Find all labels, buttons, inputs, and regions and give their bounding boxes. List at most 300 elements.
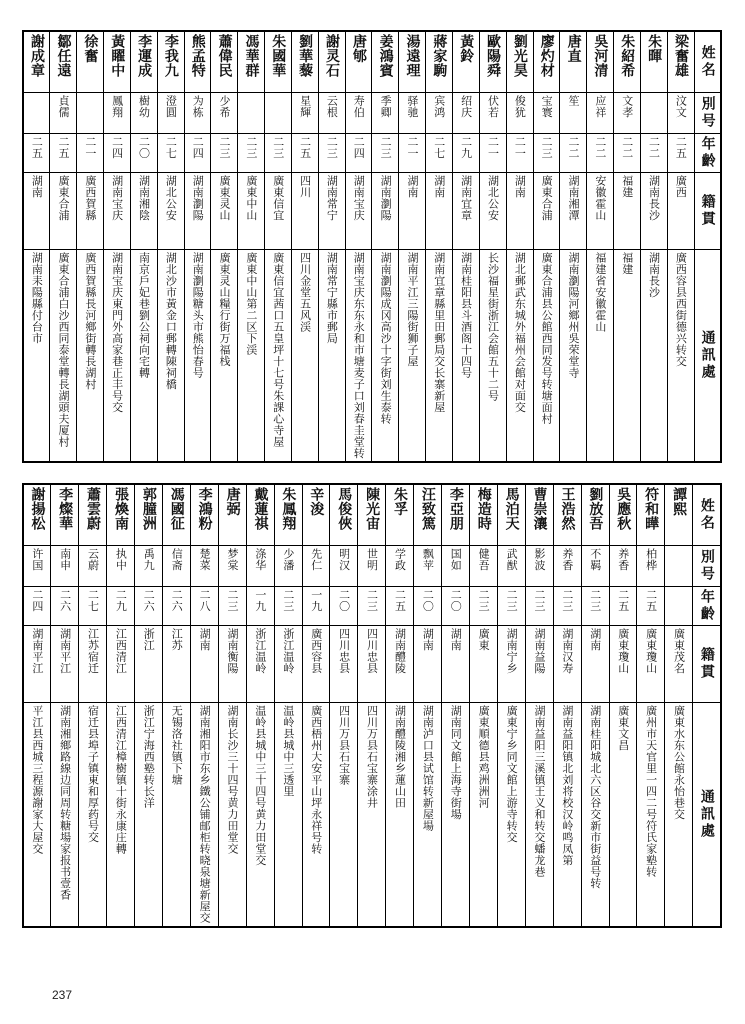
cell-native: [184, 173, 211, 250]
cell-address: [609, 703, 637, 927]
entry-alias: 宝寰: [540, 95, 554, 118]
cell-address: [190, 703, 218, 927]
entry-alias: 鳳翔: [110, 95, 124, 118]
entry-alias: 信斋: [170, 548, 184, 571]
row-header-label: 別号: [698, 549, 715, 583]
entry-alias: 樹幼: [137, 95, 151, 118]
entry-address: 湖南桂阳城北六区谷交新市街益号转: [588, 705, 602, 889]
entry-alias: 不羁: [588, 548, 602, 571]
entry-native: 湖南汉寿: [560, 628, 574, 674]
cell-address: [637, 703, 665, 927]
entry-name: 歐陽舜: [485, 34, 502, 78]
cell-name: [107, 484, 135, 546]
entry-native: 廣東合浦: [540, 175, 554, 221]
entry-alias: 飘苹: [421, 548, 435, 571]
entry-age: 二四: [110, 136, 124, 159]
entry-name: 謝灵石: [323, 34, 340, 78]
cell-alias: [291, 93, 318, 134]
entry-alias: 武猷: [505, 548, 519, 571]
entry-native: 湖南: [449, 628, 463, 651]
cell-alias: [130, 93, 157, 134]
entry-native: 四川忠县: [365, 628, 379, 674]
entry-age: 二三: [588, 589, 602, 612]
table2-alias-row: [23, 546, 721, 587]
cell-alias: [665, 546, 693, 587]
cell-alias: [525, 546, 553, 587]
cell-alias: [453, 93, 480, 134]
entry-alias: 俊犹: [513, 95, 527, 118]
cell-age: [399, 134, 426, 173]
cell-name: [238, 31, 265, 93]
cell-name: [497, 484, 525, 546]
roster-table-2: [22, 483, 722, 928]
cell-name: [399, 31, 426, 93]
entry-address: 无锡洛社镇下塘: [170, 705, 184, 786]
cell-address: [157, 250, 184, 463]
cell-native: [23, 626, 51, 703]
entry-native: 江西清江: [114, 628, 128, 674]
entry-address: 廣東合浦白沙西同泰堂轉長湖頭夫厦村: [56, 252, 70, 448]
cell-age: [238, 134, 265, 173]
entry-native: 湖南瀏陽: [379, 175, 393, 221]
cell-age: [274, 587, 302, 626]
cell-address: [23, 250, 50, 463]
entry-name: 戴蓮祺: [252, 487, 269, 531]
cell-age: [506, 134, 533, 173]
cell-alias: [23, 93, 50, 134]
entry-name: 劉華藜: [297, 34, 314, 78]
entry-name: 馮華群: [243, 34, 260, 78]
cell-alias: [274, 546, 302, 587]
entry-address: 四川万县石宝寨: [337, 705, 351, 786]
cell-name: [506, 31, 533, 93]
entry-address: 廣州市天官里一四二号符氏家塾转: [644, 705, 658, 878]
cell-age: [637, 587, 665, 626]
entry-age: 二九: [114, 589, 128, 612]
cell-age: [163, 587, 191, 626]
cell-age: [23, 134, 50, 173]
entry-age: 二三: [271, 136, 285, 159]
cell-age: [372, 134, 399, 173]
entry-age: 二六: [170, 589, 184, 612]
entry-name: 李燦華: [57, 487, 74, 531]
cell-native: [107, 626, 135, 703]
cell-age: [211, 134, 238, 173]
cell-age: [318, 134, 345, 173]
cell-alias: [104, 93, 131, 134]
entry-native: 湖南: [513, 175, 527, 198]
entry-alias: 国如: [449, 548, 463, 571]
entry-age: 二六: [142, 589, 156, 612]
cell-name: [23, 484, 51, 546]
cell-alias: [497, 546, 525, 587]
cell-alias: [479, 93, 506, 134]
entry-name: 吳河清: [592, 34, 609, 78]
cell-name: [79, 484, 107, 546]
cell-name: [302, 484, 330, 546]
cell-native: [587, 173, 614, 250]
entry-native: 廣東瓊山: [616, 628, 630, 674]
cell-age: [107, 587, 135, 626]
entry-alias: 执中: [114, 548, 128, 571]
entry-address: 宿迁县埠子镇東和厚药号交: [86, 705, 100, 843]
entry-alias: 世明: [365, 548, 379, 571]
cell-address: [51, 703, 79, 927]
cell-native: [211, 173, 238, 250]
entry-address: 平江县西城三程源謝家大屋交: [30, 705, 44, 855]
cell-alias: [560, 93, 587, 134]
cell-address: [265, 250, 292, 463]
cell-alias: [609, 546, 637, 587]
entry-address: 湖南宝庆東門外高家巷正丰号交: [110, 252, 124, 413]
entry-native: 廣東中山: [244, 175, 258, 221]
entry-native: 湖南長沙: [647, 175, 661, 221]
cell-address: [135, 703, 163, 927]
cell-name: [637, 484, 665, 546]
entry-native: 廣東合浦: [56, 175, 70, 221]
entry-native: 廣西賀縣: [83, 175, 97, 221]
cell-alias: [372, 93, 399, 134]
entry-address: 湖南长沙三十四号黄力田堂交: [226, 705, 240, 855]
cell-name: [479, 31, 506, 93]
entry-address: 浙江宁海西塾转长洋: [142, 705, 156, 809]
cell-alias: [386, 546, 414, 587]
cell-address: [372, 250, 399, 463]
cell-age: [246, 587, 274, 626]
entry-alias: 许国: [30, 548, 44, 571]
cell-address: [553, 703, 581, 927]
row-header-label: 通訊處: [699, 330, 716, 381]
cell-native: [318, 173, 345, 250]
cell-address: [130, 250, 157, 463]
entry-native: 湖南: [588, 628, 602, 651]
entry-name: 符和曄: [643, 487, 660, 531]
table1-address-row: [23, 250, 721, 463]
entry-native: 江苏宿迁: [86, 628, 100, 674]
entry-alias: 笙: [567, 95, 581, 107]
cell-name: [184, 31, 211, 93]
row-header-label: 姓名: [699, 45, 716, 79]
entry-alias: 南申: [58, 548, 72, 571]
entry-address: 湖南瀏陽河鄉州吳荣堂寺: [567, 252, 581, 379]
table1-native-row: [23, 173, 721, 250]
entry-native: 安徽霍山: [593, 175, 607, 221]
cell-name: [665, 484, 693, 546]
cell-age: [665, 587, 693, 626]
cell-native: [274, 626, 302, 703]
entry-name: 唐直: [565, 34, 582, 63]
entry-alias: 先仁: [309, 548, 323, 571]
entry-name: 廖灼材: [538, 34, 555, 78]
entry-age: 二三: [560, 589, 574, 612]
entry-age: 一九: [309, 589, 323, 612]
row-header-address: [693, 703, 721, 927]
cell-age: [330, 587, 358, 626]
entry-address: 廣東灵山糧行街万福栈: [218, 252, 232, 367]
entry-name: 朱暉: [646, 34, 663, 63]
entry-alias: 明汉: [337, 548, 351, 571]
entry-name: 鄒任遠: [55, 34, 72, 78]
entry-name: 蕭雲蔚: [85, 487, 102, 531]
cell-age: [157, 134, 184, 173]
entry-name: 唐郇: [350, 34, 367, 63]
cell-name: [50, 31, 77, 93]
entry-alias: 伏若: [486, 95, 500, 118]
cell-native: [50, 173, 77, 250]
cell-address: [581, 703, 609, 927]
cell-alias: [77, 93, 104, 134]
cell-native: [640, 173, 667, 250]
cell-address: [533, 250, 560, 463]
cell-age: [218, 587, 246, 626]
entry-alias: 云蔚: [86, 548, 100, 571]
cell-name: [414, 484, 442, 546]
row-header-address: [694, 250, 721, 463]
entry-native: 浙江温岭: [281, 628, 295, 674]
cell-age: [50, 134, 77, 173]
cell-age: [581, 587, 609, 626]
entry-name: 湯遠理: [404, 34, 421, 78]
entry-address: 江西清江樟樹镇十街永康庄轉: [114, 705, 128, 855]
entry-age: 二七: [164, 136, 178, 159]
entry-age: 二五: [644, 589, 658, 612]
cell-address: [479, 250, 506, 463]
entry-address: 长沙福星街浙江会館五十二号: [486, 252, 500, 402]
row-header-label: 姓名: [698, 498, 715, 532]
cell-native: [23, 173, 50, 250]
entry-address: 廣西賀縣長河鄉街轉長湖村: [83, 252, 97, 390]
entry-address: 湖南泸口县试馆转新屋場: [421, 705, 435, 832]
entry-alias: 养香: [560, 548, 574, 571]
entry-age: 二二: [647, 136, 661, 159]
cell-native: [345, 173, 372, 250]
entry-name: 張煥南: [112, 487, 129, 531]
cell-name: [560, 31, 587, 93]
entry-age: 二一: [486, 136, 500, 159]
entry-address: 廣東文昌: [616, 705, 630, 751]
cell-native: [291, 173, 318, 250]
cell-native: [330, 626, 358, 703]
entry-address: 福建省安徽霍山: [593, 252, 607, 333]
cell-address: [291, 250, 318, 463]
cell-native: [414, 626, 442, 703]
cell-alias: [163, 546, 191, 587]
cell-name: [246, 484, 274, 546]
cell-native: [506, 173, 533, 250]
cell-age: [640, 134, 667, 173]
cell-address: [23, 703, 51, 927]
entry-alias: 少希: [218, 95, 232, 118]
roster-table-1: [22, 30, 722, 463]
entry-name: 劉放吾: [587, 487, 604, 531]
row-header-name: [694, 31, 721, 93]
table2-name-row: [23, 484, 721, 546]
entry-name: 朱國華: [270, 34, 287, 78]
entry-alias: 健吾: [477, 548, 491, 571]
entry-address: 廣東水东公館永怡巷交: [672, 705, 686, 820]
cell-alias: [135, 546, 163, 587]
cell-alias: [667, 93, 694, 134]
cell-native: [533, 173, 560, 250]
cell-name: [587, 31, 614, 93]
cell-alias: [157, 93, 184, 134]
cell-alias: [211, 93, 238, 134]
entry-name: 馬泊天: [503, 487, 520, 531]
entry-name: 梅造時: [475, 487, 492, 531]
cell-age: [414, 587, 442, 626]
cell-name: [614, 31, 641, 93]
entry-name: 謝揚松: [29, 487, 46, 531]
entry-address: 廣西梧州大安平山坪永祥号转: [309, 705, 323, 855]
entry-address: 廣東順德县鸡洲洲河: [477, 705, 491, 809]
row-header-age: [694, 134, 721, 173]
entry-native: 湖南: [198, 628, 212, 651]
cell-age: [291, 134, 318, 173]
cell-address: [184, 250, 211, 463]
cell-age: [302, 587, 330, 626]
cell-age: [104, 134, 131, 173]
cell-native: [302, 626, 330, 703]
cell-name: [345, 31, 372, 93]
entry-name: 曹崇瀼: [531, 487, 548, 531]
cell-age: [497, 587, 525, 626]
cell-name: [163, 484, 191, 546]
cell-address: [442, 703, 470, 927]
entry-address: 廣西容县西街德兴转交: [674, 252, 688, 367]
cell-name: [372, 31, 399, 93]
entry-native: 湖南平江: [58, 628, 72, 674]
cell-native: [470, 626, 498, 703]
entry-name: 譚熙: [671, 487, 688, 516]
entry-alias: 应祥: [593, 95, 607, 118]
entry-native: 湖南醴陵: [393, 628, 407, 674]
entry-alias: 梦棠: [226, 548, 240, 571]
entry-native: 浙江: [142, 628, 156, 651]
entry-age: 二八: [198, 589, 212, 612]
cell-age: [453, 134, 480, 173]
entry-name: 劉光昊: [511, 34, 528, 78]
cell-native: [525, 626, 553, 703]
cell-native: [190, 626, 218, 703]
cell-address: [163, 703, 191, 927]
entry-name: 陳光宙: [364, 487, 381, 531]
entry-alias: 貞儒: [56, 95, 70, 118]
entry-native: 湖南宝庆: [110, 175, 124, 221]
entry-address: 湖南同文館上海寺街場: [449, 705, 463, 820]
cell-native: [497, 626, 525, 703]
cell-alias: [587, 93, 614, 134]
cell-address: [77, 250, 104, 463]
entry-name: 李運成: [136, 34, 153, 78]
entry-address: 廣東中山第二区下渓: [244, 252, 258, 356]
entry-age: 二七: [432, 136, 446, 159]
entry-name: 熊孟特: [189, 34, 206, 78]
entry-age: 二一: [83, 136, 97, 159]
entry-name: 黃矅中: [109, 34, 126, 78]
entry-address: 湖南桂阳县斗酒阁十四号: [459, 252, 473, 379]
cell-age: [587, 134, 614, 173]
cell-name: [609, 484, 637, 546]
entry-name: 蕭偉民: [216, 34, 233, 78]
cell-age: [265, 134, 292, 173]
entry-name: 汪致篤: [419, 487, 436, 531]
entry-age: 二三: [477, 589, 491, 612]
cell-alias: [640, 93, 667, 134]
entry-native: 浙江温岭: [253, 628, 267, 674]
entry-address: 湖南宝庆东东永和市塘麦子口刘春圭堂转: [352, 252, 366, 459]
entry-age: 二〇: [137, 136, 151, 159]
cell-address: [218, 703, 246, 927]
entry-native: 湖南宁乡: [505, 628, 519, 674]
cell-address: [104, 250, 131, 463]
entry-name: 朱鳳翔: [280, 487, 297, 531]
entry-name: 黃鈴: [458, 34, 475, 63]
cell-address: [79, 703, 107, 927]
cell-address: [399, 250, 426, 463]
entry-age: 二三: [505, 589, 519, 612]
cell-alias: [190, 546, 218, 587]
entry-alias: 为栋: [191, 95, 205, 118]
cell-alias: [506, 93, 533, 134]
cell-alias: [637, 546, 665, 587]
entry-alias: 宾鸿: [432, 95, 446, 118]
entry-address: 湖北沙市黃金口郵轉陳祠橋: [164, 252, 178, 390]
entry-alias: 寿伯: [352, 95, 366, 118]
cell-native: [667, 173, 694, 250]
cell-address: [302, 703, 330, 927]
entry-alias: 云根: [325, 95, 339, 118]
entry-age: 二〇: [449, 589, 463, 612]
cell-native: [614, 173, 641, 250]
cell-name: [442, 484, 470, 546]
entry-age: 二六: [58, 589, 72, 612]
row-header-alias: [693, 546, 721, 587]
cell-address: [497, 703, 525, 927]
cell-address: [525, 703, 553, 927]
cell-name: [640, 31, 667, 93]
table2-native-row: [23, 626, 721, 703]
cell-name: [553, 484, 581, 546]
entry-native: 四川忠县: [337, 628, 351, 674]
cell-native: [238, 173, 265, 250]
cell-age: [23, 587, 51, 626]
entry-alias: 楚菜: [198, 548, 212, 571]
cell-name: [318, 31, 345, 93]
cell-age: [130, 134, 157, 173]
entry-native: 廣東瓊山: [644, 628, 658, 674]
cell-alias: [399, 93, 426, 134]
cell-native: [581, 626, 609, 703]
entry-address: 廣東宁乡同文館上游寺转交: [505, 705, 519, 843]
entry-address: 湖南耒陽縣付台市: [30, 252, 44, 344]
entry-age: 二三: [532, 589, 546, 612]
cell-native: [135, 626, 163, 703]
cell-age: [614, 134, 641, 173]
cell-age: [525, 587, 553, 626]
entry-age: 二五: [393, 589, 407, 612]
cell-age: [386, 587, 414, 626]
cell-name: [426, 31, 453, 93]
cell-native: [79, 626, 107, 703]
entry-address: 湖南長沙: [647, 252, 661, 298]
entry-native: 湖北公安: [164, 175, 178, 221]
cell-native: [218, 626, 246, 703]
cell-native: [479, 173, 506, 250]
entry-native: 湖南瀏陽: [191, 175, 205, 221]
cell-name: [218, 484, 246, 546]
cell-age: [560, 134, 587, 173]
cell-address: [560, 250, 587, 463]
